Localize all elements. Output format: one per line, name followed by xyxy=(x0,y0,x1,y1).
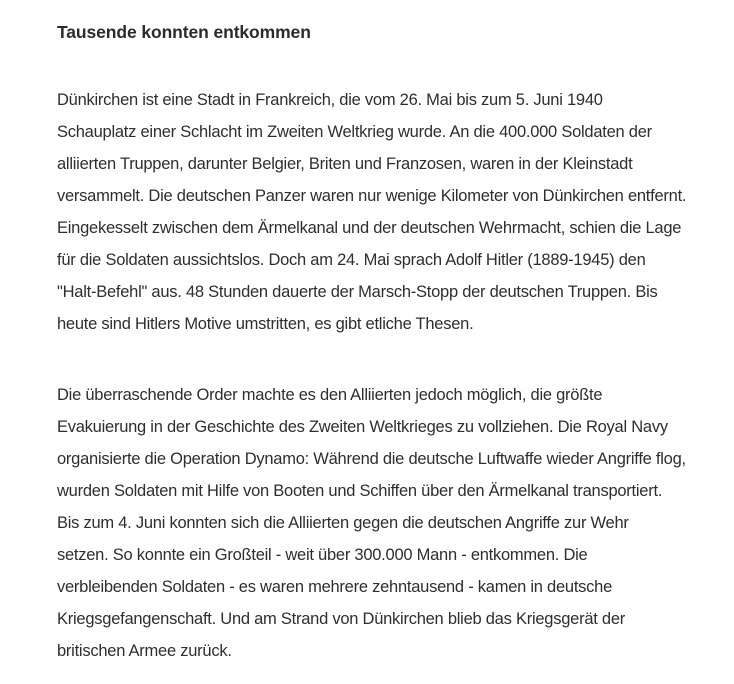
paragraph-1 xyxy=(57,84,700,340)
text-line: wurden Soldaten mit Hilfe von Booten und Schiffen über den Ärmelkanal transportiert. xyxy=(57,482,663,500)
text-line: heute sind Hitlers Motive umstritten, es gibt etliche Thesen. xyxy=(57,315,474,333)
text-line: Schauplatz einer Schlacht im Zweiten Weltkrieg wurde. An die 400.000 Soldaten der xyxy=(57,123,652,141)
text-line: für die Soldaten aussichtslos. Doch am 24. Mai sprach Adolf Hitler (1889-1945) den xyxy=(57,251,646,269)
text-line: verbleibenden Soldaten - es waren mehrere zehntausend - kamen in deutsche xyxy=(57,578,613,596)
text-line: "Halt-Befehl" aus. 48 Stunden dauerte der Marsch-Stopp der deutschen Truppen. Bis xyxy=(57,283,658,301)
text-line: Die überraschende Order machte es den Alliierten jedoch möglich, die größte xyxy=(57,386,603,404)
text-line: Evakuierung in der Geschichte des Zweiten Weltkrieges zu vollziehen. Die Royal Navy xyxy=(57,418,668,436)
text-line: alliierten Truppen, darunter Belgier, Briten und Franzosen, waren in der Kleinstadt xyxy=(57,155,633,173)
text-line: Kriegsgefangenschaft. Und am Strand von Dünkirchen blieb das Kriegsgerät der xyxy=(57,610,626,628)
article-title: Tausende konnten entkommen xyxy=(57,22,311,42)
text-line: organisierte die Operation Dynamo: Während die deutsche Luftwaffe wieder Angriffe flog, xyxy=(57,450,686,468)
paragraph-2 xyxy=(57,379,700,667)
text-line: Eingekesselt zwischen dem Ärmelkanal und der deutschen Wehrmacht, schien die Lage xyxy=(57,219,682,237)
text-line: setzen. So konnte ein Großteil - weit über 300.000 Mann - entkommen. Die xyxy=(57,546,588,564)
text-line: Bis zum 4. Juni konnten sich die Alliierten gegen die deutschen Angriffe zur Wehr xyxy=(57,514,629,532)
text-line: versammelt. Die deutschen Panzer waren nur wenige Kilometer von Dünkirchen entfernt. xyxy=(57,187,687,205)
text-line: Dünkirchen ist eine Stadt in Frankreich, die vom 26. Mai bis zum 5. Juni 1940 xyxy=(57,91,603,109)
text-line: britischen Armee zurück. xyxy=(57,642,232,660)
